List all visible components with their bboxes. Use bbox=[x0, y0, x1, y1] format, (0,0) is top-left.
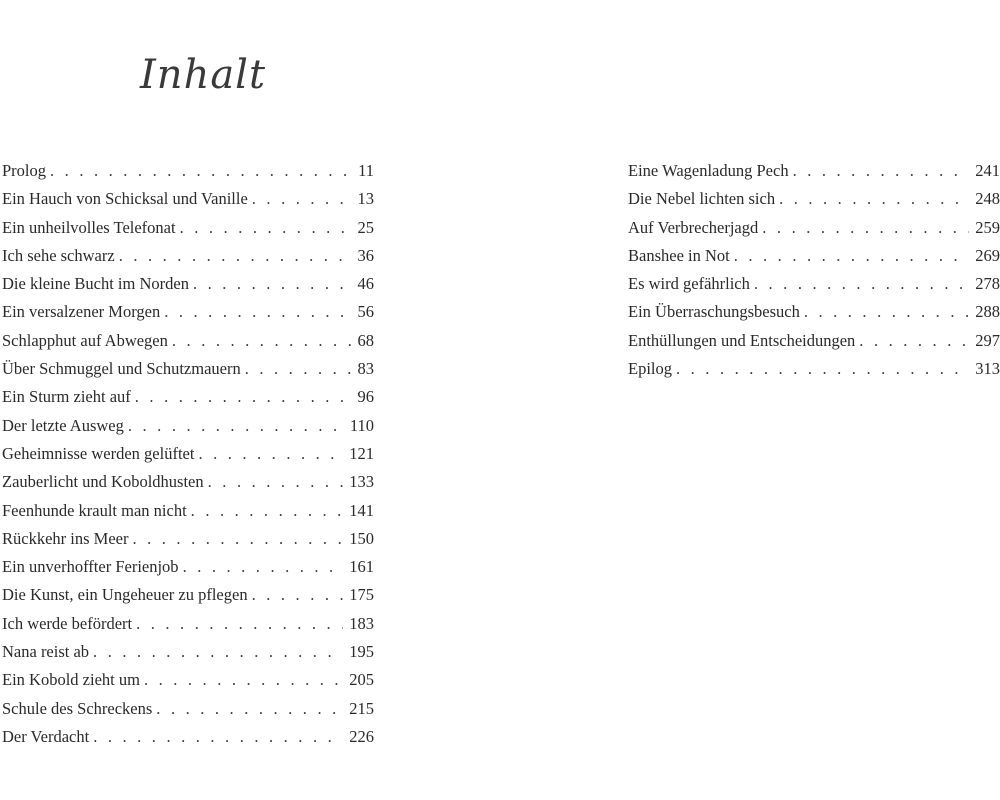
dot-leader bbox=[144, 666, 343, 694]
dot-leader bbox=[779, 185, 969, 213]
toc-entry-title: Die Nebel lichten sich bbox=[628, 189, 776, 209]
toc-entry-title: Prolog bbox=[2, 161, 47, 180]
toc-entry-title: Ich werde befördert bbox=[2, 613, 133, 633]
toc-entry bbox=[2, 497, 374, 525]
toc-entry-title: Über Schmuggel und Schutzmauern bbox=[2, 359, 241, 379]
toc-entry-title: Ein Sturm zieht auf bbox=[2, 387, 131, 407]
toc-entry bbox=[628, 157, 1000, 185]
toc-entry-title: Schlapphut auf Abwegen bbox=[2, 330, 168, 350]
toc-entry bbox=[2, 327, 374, 355]
dot-leader bbox=[245, 355, 352, 383]
dot-leader bbox=[180, 214, 352, 242]
toc-entry bbox=[2, 412, 374, 440]
toc-entry-title: Enthüllungen und Entscheidungen bbox=[628, 330, 856, 350]
toc-entry-page-number: 183 bbox=[349, 613, 374, 633]
toc-entry bbox=[628, 355, 1000, 383]
toc-entry-page-number: 226 bbox=[349, 726, 374, 746]
toc-entry-page-number: 36 bbox=[357, 245, 374, 265]
toc-entry-page-number: 68 bbox=[357, 330, 374, 350]
toc-column-left bbox=[2, 157, 374, 751]
toc-entry-page-number: 313 bbox=[975, 359, 1000, 379]
toc-entry-page-number: 46 bbox=[357, 274, 374, 294]
toc-entry-title: Der letzte Ausweg bbox=[2, 415, 124, 435]
toc-entry-page-number: 110 bbox=[349, 415, 374, 435]
toc-entry-title: Der Verdacht bbox=[2, 726, 90, 746]
dot-leader bbox=[172, 327, 352, 355]
dot-leader bbox=[183, 553, 344, 581]
toc-entry-page-number: 215 bbox=[349, 698, 374, 718]
dot-leader bbox=[156, 695, 343, 723]
toc-entry-page-number: 161 bbox=[349, 557, 374, 577]
toc-entry-page-number: 269 bbox=[975, 245, 1000, 265]
dot-leader bbox=[804, 298, 969, 326]
toc-entry-page-number: 288 bbox=[975, 302, 1000, 322]
dot-leader bbox=[119, 242, 352, 270]
toc-entry-page-number: 133 bbox=[349, 472, 374, 492]
dot-leader bbox=[252, 185, 352, 213]
dot-leader bbox=[93, 723, 343, 751]
dot-leader bbox=[128, 412, 344, 440]
toc-entry-title: Schule des Schreckens bbox=[2, 698, 153, 718]
dot-leader bbox=[208, 468, 344, 496]
toc-entry bbox=[2, 214, 374, 242]
dot-leader bbox=[793, 157, 970, 185]
toc-entry-page-number: 121 bbox=[349, 443, 374, 463]
toc-entry bbox=[2, 383, 374, 411]
toc-entry bbox=[2, 553, 374, 581]
toc-entry-title: Rückkehr ins Meer bbox=[2, 528, 129, 548]
toc-entry-title: Auf Verbrecherjagd bbox=[628, 217, 759, 237]
dot-leader bbox=[676, 355, 969, 383]
toc-entry bbox=[628, 185, 1000, 213]
toc-entry-title: Zauberlicht und Koboldhusten bbox=[2, 472, 204, 492]
dot-leader bbox=[135, 383, 352, 411]
toc-entry-page-number: 241 bbox=[975, 161, 1000, 180]
toc-entry bbox=[2, 242, 374, 270]
toc-entry bbox=[2, 355, 374, 383]
toc-entry-title: Feenhunde krault man nicht bbox=[2, 500, 187, 520]
toc-entry-page-number: 13 bbox=[357, 189, 374, 209]
toc-entry-title: Ein Überraschungsbesuch bbox=[628, 302, 800, 322]
toc-entry-title: Epilog bbox=[628, 359, 672, 379]
dot-leader bbox=[93, 638, 343, 666]
toc-entry bbox=[628, 327, 1000, 355]
toc-entry bbox=[2, 695, 374, 723]
toc-entry-title: Banshee in Not bbox=[628, 245, 730, 265]
toc-entry-page-number: 96 bbox=[357, 387, 374, 407]
toc-entry-page-number: 259 bbox=[975, 217, 1000, 237]
toc-entry-title: Ein versalzener Morgen bbox=[2, 302, 161, 322]
toc-entry bbox=[2, 270, 374, 298]
toc-entry bbox=[628, 298, 1000, 326]
toc-entry-page-number: 56 bbox=[357, 302, 374, 322]
toc-entry bbox=[628, 214, 1000, 242]
toc-entry-title: Ein unverhoffter Ferienjob bbox=[2, 557, 179, 577]
toc-entry bbox=[2, 440, 374, 468]
toc-entry-page-number: 205 bbox=[349, 670, 374, 690]
toc-entry bbox=[2, 638, 374, 666]
dot-leader bbox=[859, 327, 969, 355]
toc-entry-title: Die Kunst, ein Ungeheuer zu pflegen bbox=[2, 585, 248, 605]
toc-entry bbox=[2, 525, 374, 553]
toc-entry-page-number: 11 bbox=[358, 161, 374, 180]
toc-entry bbox=[2, 468, 374, 496]
toc-entry-title: Geheimnisse werden gelüftet bbox=[2, 443, 195, 463]
toc-entry-page-number: 141 bbox=[349, 500, 374, 520]
toc-entry bbox=[2, 666, 374, 694]
dot-leader bbox=[164, 298, 351, 326]
toc-entry-page-number: 297 bbox=[975, 330, 1000, 350]
dot-leader bbox=[762, 214, 969, 242]
dot-leader bbox=[734, 242, 970, 270]
toc-entry bbox=[628, 270, 1000, 298]
toc-entry-title: Ein Hauch von Schicksal und Vanille bbox=[2, 189, 248, 209]
toc-entry-title: Es wird gefährlich bbox=[628, 274, 750, 294]
toc-entry-title: Ich sehe schwarz bbox=[2, 245, 115, 265]
toc-entry-page-number: 25 bbox=[357, 217, 374, 237]
dot-leader bbox=[754, 270, 969, 298]
toc-entry bbox=[2, 185, 374, 213]
toc-entry-page-number: 248 bbox=[975, 189, 1000, 209]
toc-entry bbox=[2, 581, 374, 609]
dot-leader bbox=[136, 610, 343, 638]
dot-leader bbox=[132, 525, 343, 553]
toc-entry-title: Ein unheilvolles Telefonat bbox=[2, 217, 176, 237]
dot-leader bbox=[50, 157, 352, 185]
dot-leader bbox=[191, 497, 344, 525]
toc-entry-title: Nana reist ab bbox=[2, 642, 90, 662]
dot-leader bbox=[193, 270, 352, 298]
toc-entry-title: Eine Wagenladung Pech bbox=[628, 161, 789, 180]
page-title: Inhalt bbox=[140, 52, 267, 98]
toc-entry bbox=[2, 298, 374, 326]
toc-entry-page-number: 83 bbox=[357, 359, 374, 379]
toc-entry-page-number: 278 bbox=[975, 274, 1000, 294]
toc-entry-title: Die kleine Bucht im Norden bbox=[2, 274, 189, 294]
toc-entry bbox=[2, 157, 374, 185]
dot-leader bbox=[252, 581, 344, 609]
toc-entry bbox=[628, 242, 1000, 270]
dot-leader bbox=[198, 440, 343, 468]
toc-entry-page-number: 150 bbox=[349, 528, 374, 548]
toc-entry-title: Ein Kobold zieht um bbox=[2, 670, 140, 690]
toc-entry bbox=[2, 723, 374, 751]
toc-entry bbox=[2, 610, 374, 638]
toc-entry-page-number: 195 bbox=[349, 642, 374, 662]
toc-entry-page-number: 175 bbox=[349, 585, 374, 605]
toc-column-right bbox=[628, 157, 1000, 383]
